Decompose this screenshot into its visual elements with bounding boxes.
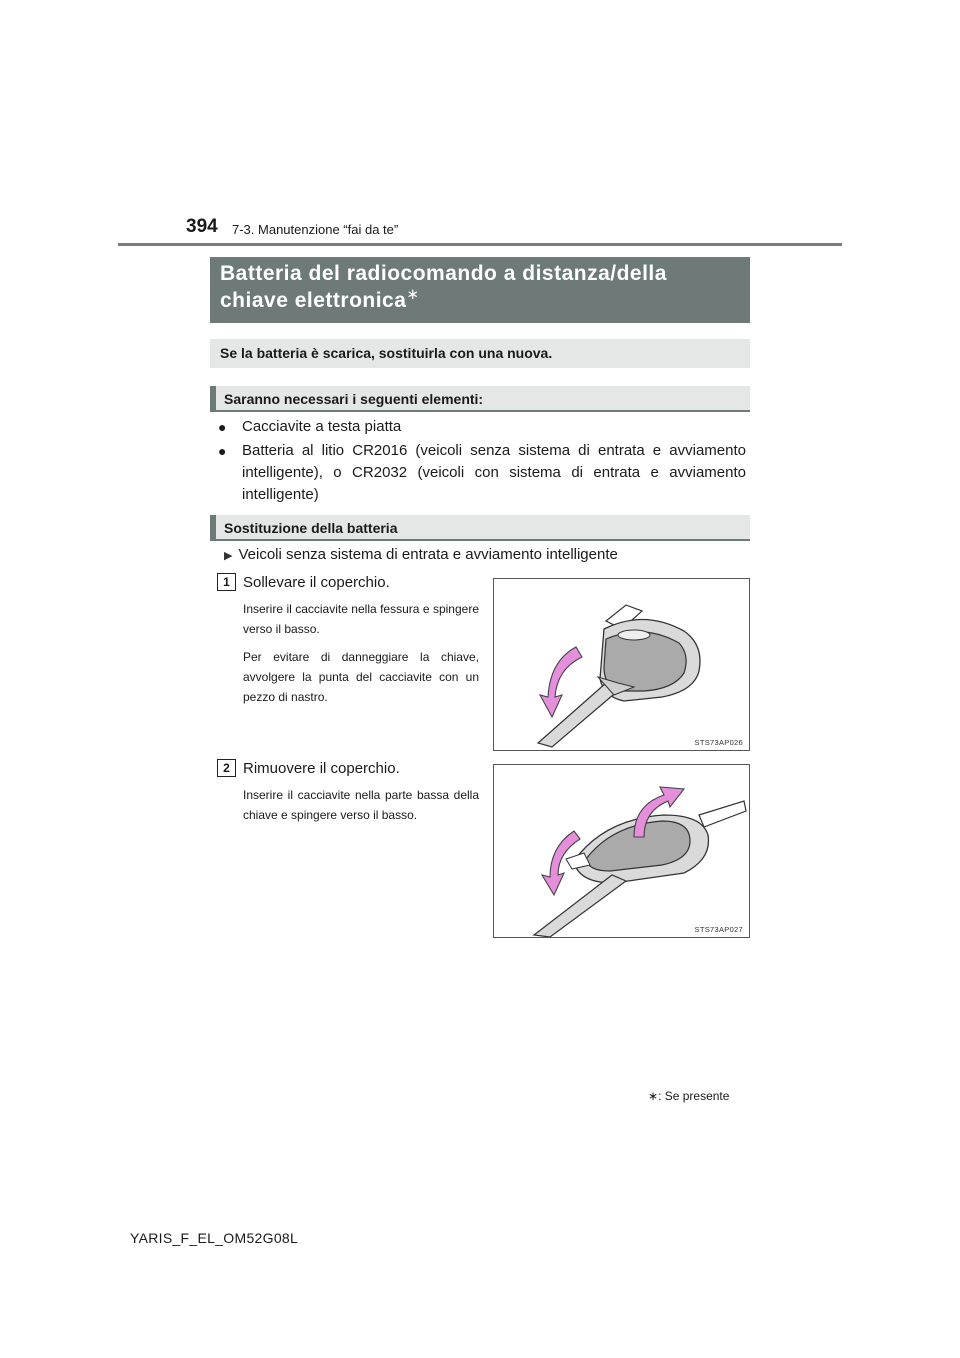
list-item [218,416,746,438]
step-1-paragraph: Per evitare di danneggiare la chiave, avvolgere la punta del cacciavite con un pezzo di nastro. [243,650,479,704]
intro-box: Se la batteria è scarica, sostituirla con una nuova. [210,339,750,368]
list-item-text: Batteria al litio CR2016 (veicoli senza sistema di entrata e avviamento intelligente), o CR2032 (veicoli con sistema di entrata e avviamento intelligente) [242,442,746,503]
header-rule [118,243,842,246]
asterisk-icon: ∗ [406,286,420,303]
bullet-dot-icon: ● [218,443,227,459]
bullet-dot-icon: ● [218,419,227,435]
figure-code: STS73AP026 [694,738,743,747]
items-list [218,416,746,508]
key-illustration [494,765,749,937]
triangle-right-icon: ▶ [224,550,233,562]
step-2-text [243,785,479,833]
page-number: 394 [186,216,218,237]
document-code: YARIS_F_EL_OM52G08L [130,1230,299,1246]
step-2-paragraph: Inserire il cacciavite nella parte bassa della chiave e spingere verso il basso. [243,788,479,822]
figure-step-1 [493,578,750,751]
step-2-title: Rimuovere il coperchio. [243,760,400,777]
step-1-paragraph: Inserire il cacciavite nella fessura e spingere verso il basso. [243,602,479,636]
section-path: 7-3. Manutenzione “fai da te” [232,222,399,237]
figure-code: STS73AP027 [694,925,743,934]
key-illustration [494,579,749,750]
step-number-2: 2 [217,759,236,777]
sub-heading-replacement: Sostituzione della batteria [210,515,750,541]
footnote [648,1089,729,1103]
section-title-band [210,257,750,323]
section-title: Batteria del radiocomando a distanza/della chiave elettronica [220,262,667,312]
variant-text: Veicoli senza sistema di entrata e avviamento intelligente [238,546,618,563]
sub-heading-items: Saranno necessari i seguenti elementi: [210,386,750,412]
curved-arrow-icon [540,647,582,717]
list-item-text: Cacciavite a testa piatta [242,418,402,435]
step-number-1: 1 [217,573,236,591]
variant-line [224,546,618,563]
step-1-text [243,599,479,715]
step-1-title: Sollevare il coperchio. [243,574,390,591]
asterisk-icon: ∗ [648,1089,659,1103]
list-item [218,440,746,506]
figure-step-2 [493,764,750,938]
footnote-text: : Se presente [658,1089,730,1103]
